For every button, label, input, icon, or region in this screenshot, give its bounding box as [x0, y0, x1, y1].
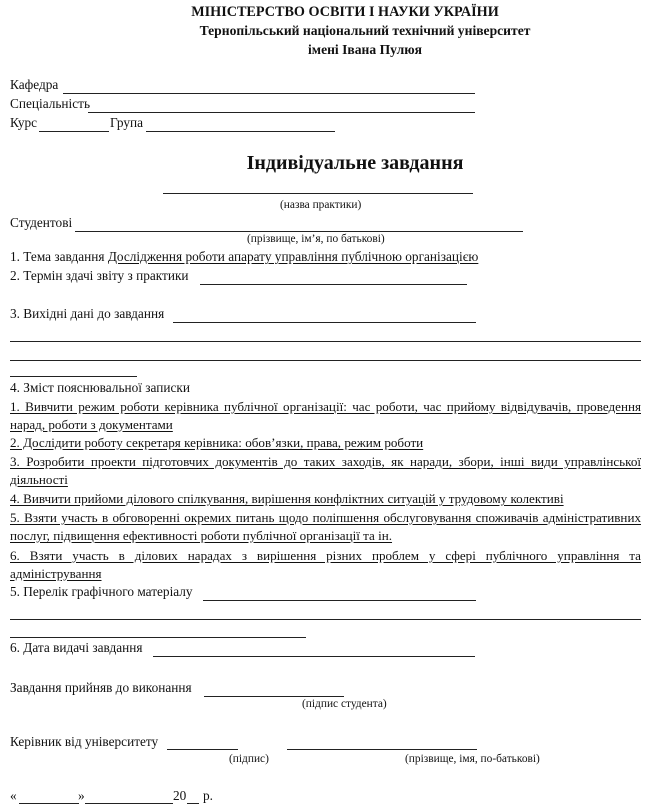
student-name-field[interactable]: [75, 231, 523, 232]
date-year-prefix: 20: [173, 788, 187, 803]
input-data-field-1[interactable]: [173, 322, 476, 323]
student-signature-caption: (підпис студента): [302, 698, 387, 710]
ministry-header: МІНІСТЕРСТВО ОСВІТИ І НАУКИ УКРАЇНИ: [191, 4, 499, 20]
supervisor-label: Керівник від університету: [10, 734, 159, 749]
task-item-3: 3. Розробити проекти підготовчих документів до таких заходів, як наради, збори, інші види управлінської діяльності: [10, 454, 641, 487]
student-signature-field[interactable]: [204, 696, 344, 697]
topic-label: 1. Тема завдання: [10, 249, 108, 264]
issue-date-label: 6. Дата видачі завдання: [10, 640, 143, 655]
topic-value: Дослідження роботи апарату управління публічною організацією: [107, 249, 479, 264]
graphics-label: 5. Перелік графічного матеріалу: [10, 584, 193, 599]
course-label: Курс: [10, 115, 38, 130]
supervisor-name-caption: (прізвище, імя, по-батькові): [405, 753, 540, 765]
student-name-caption: (прізвище, ім’я, по батькові): [247, 233, 385, 245]
task-item-1: 1. Вивчити режим роботи керівника публічної організації: час роботи, час прийому відвідувачів, проведення нарад, роботи з документами: [10, 399, 641, 432]
university-name-header: імені Івана Пулюя: [308, 42, 422, 57]
university-header: Тернопільський національний технічний університет: [199, 23, 531, 38]
input-data-field-4[interactable]: [10, 376, 137, 377]
date-year-field[interactable]: [187, 803, 199, 804]
deadline-label: 2. Термін здачі звіту з практики: [10, 268, 189, 283]
date-suffix: р.: [203, 788, 213, 803]
department-field[interactable]: [63, 93, 475, 94]
graphics-field-3[interactable]: [10, 637, 306, 638]
task-item-2: 2. Дослідити роботу секретаря керівника: обов’язки, права, режим роботи: [10, 435, 424, 450]
group-label: Група: [110, 115, 143, 130]
graphics-field-1[interactable]: [203, 600, 476, 601]
date-month-field[interactable]: [85, 803, 173, 804]
group-field[interactable]: [146, 131, 335, 132]
graphics-field-2[interactable]: [10, 619, 641, 620]
practice-name-field[interactable]: [163, 193, 473, 194]
document-title: Індивідуальне завдання: [246, 152, 464, 174]
topic-line: [10, 249, 478, 265]
input-data-field-3[interactable]: [10, 360, 641, 361]
date-open-quote: «: [10, 788, 17, 803]
deadline-field[interactable]: [200, 284, 467, 285]
practice-name-caption: (назва практики): [280, 199, 362, 211]
student-label: Студентові: [10, 215, 73, 230]
contents-label: 4. Зміст пояснювальної записки: [10, 380, 190, 395]
task-item-6: 6. Взяти участь в ділових нарадах з вирішення різних проблем у сфері публічного управління та адміністрування: [10, 548, 641, 581]
department-label: Кафедра: [10, 77, 59, 92]
course-field[interactable]: [39, 131, 109, 132]
supervisor-signature-caption: (підпис): [229, 753, 269, 765]
specialty-label: Спеціальність: [10, 96, 91, 111]
date-day-field[interactable]: [19, 803, 79, 804]
date-close-quote: »: [78, 788, 85, 803]
specialty-field[interactable]: [88, 112, 475, 113]
supervisor-signature-field[interactable]: [167, 749, 238, 750]
input-data-label: 3. Вихідні дані до завдання: [10, 306, 165, 321]
task-item-5: 5. Взяти участь в обговоренні окремих питань щодо поліпшення обслуговування споживачів адміністративних послуг, підвищення ефективності роботи публічної організації та ін.: [10, 510, 641, 543]
accepted-label: Завдання прийняв до виконання: [10, 680, 192, 695]
input-data-field-2[interactable]: [10, 341, 641, 342]
task-item-4: 4. Вивчити прийоми ділового спілкування, вирішення конфліктних ситуацій у трудовому колективі: [10, 491, 564, 506]
issue-date-field[interactable]: [153, 656, 475, 657]
supervisor-name-field[interactable]: [287, 749, 477, 750]
